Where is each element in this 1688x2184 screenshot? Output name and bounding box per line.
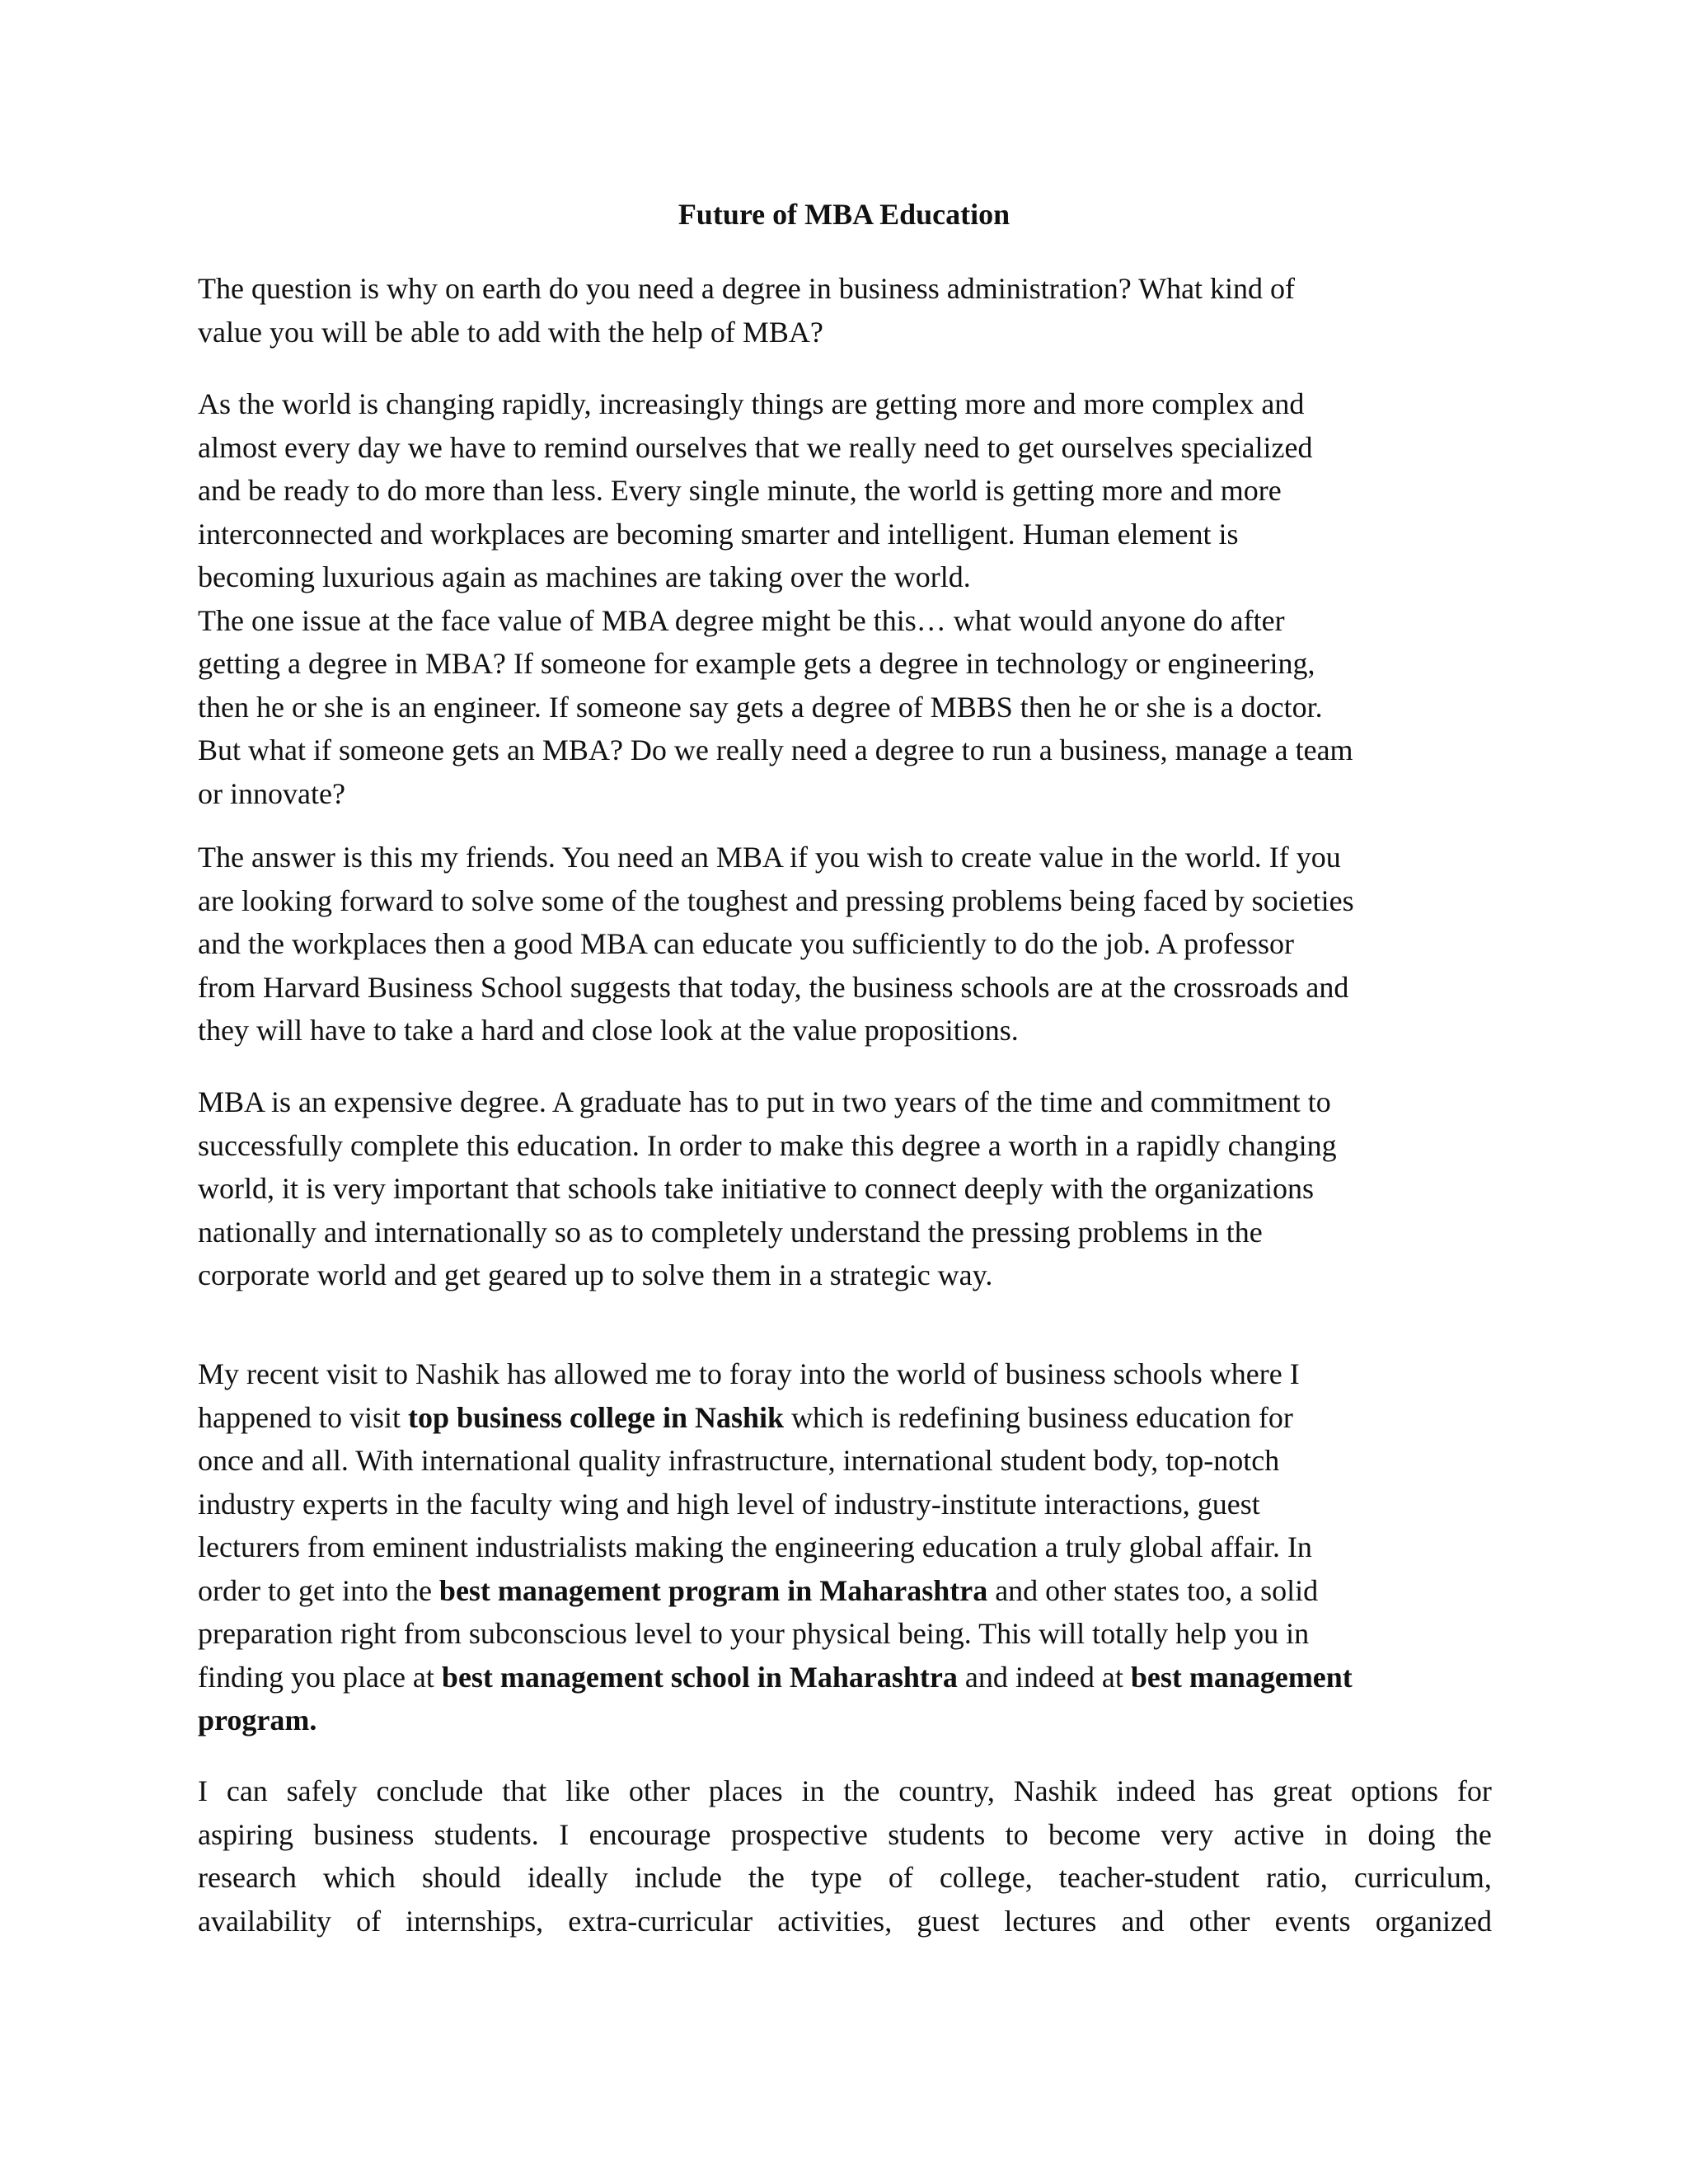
- text-line: The question is why on earth do you need a degree in business administration? What kind of: [198, 272, 1296, 305]
- paragraph-3: [198, 836, 1492, 1052]
- text-line: and the workplaces then a good MBA can educate you sufficiently to do the job. A professor: [198, 927, 1295, 960]
- text-line: My recent visit to Nashik has allowed me to foray into the world of business schools where I: [198, 1357, 1300, 1390]
- text-line: order to get into the best management program in Maharashtra and other states too, a solid: [198, 1573, 1319, 1607]
- text-line: industry experts in the faculty wing and high level of industry-institute interactions, guest: [198, 1487, 1260, 1521]
- text-line: are looking forward to solve some of the toughest and pressing problems being faced by societies: [198, 883, 1354, 917]
- text-line: world, it is very important that schools take initiative to connect deeply with the organizations: [198, 1172, 1315, 1205]
- text-line: from Harvard Business School suggests that today, the business schools are at the crossroads and: [198, 970, 1349, 1004]
- paragraph-5: [198, 1352, 1492, 1742]
- text-line: aspiring business students. I encourage prospective students to become very active in doing the: [198, 1817, 1492, 1851]
- text-line: preparation right from subconscious level to your physical being. This will totally help you in: [198, 1617, 1310, 1650]
- text-line: they will have to take a hard and close look at the value propositions.: [198, 1014, 1019, 1047]
- text-line: I can safely conclude that like other places in the country, Nashik indeed has great options for: [198, 1774, 1492, 1807]
- text-line: successfully complete this education. In order to make this degree a worth in a rapidly changing: [198, 1128, 1337, 1162]
- text-line: becoming luxurious again as machines are taking over the world.: [198, 560, 971, 593]
- text-line: once and all. With international quality infrastructure, international student body, top-notch: [198, 1444, 1280, 1477]
- text-line: lecturers from eminent industrialists making the engineering education a truly global affair. In: [198, 1530, 1312, 1563]
- text-line: or innovate?: [198, 776, 345, 810]
- text-line: The one issue at the face value of MBA degree might be this… what would anyone do after: [198, 603, 1285, 637]
- text-line: finding you place at best management school in Maharashtra and indeed at best management: [198, 1660, 1353, 1694]
- text-line: program.: [198, 1704, 317, 1736]
- paragraph-6: [198, 1769, 1492, 1943]
- text-line: The answer is this my friends. You need an MBA if you wish to create value in the world. If you: [198, 841, 1341, 874]
- text-line: and be ready to do more than less. Every single minute, the world is getting more and more: [198, 474, 1282, 507]
- paragraph-2: [198, 382, 1492, 815]
- text-line: getting a degree in MBA? If someone for example gets a degree in technology or engineering,: [198, 647, 1315, 680]
- text-line: then he or she is an engineer. If someone say gets a degree of MBBS then he or she is a doctor.: [198, 690, 1323, 724]
- text-line: happened to visit top business college in Nashik which is redefining business education for: [198, 1400, 1293, 1434]
- text-line: interconnected and workplaces are becoming smarter and intelligent. Human element is: [198, 517, 1239, 551]
- text-line: availability of internships, extra-curricular activities, guest lectures and other events organized: [198, 1904, 1492, 1938]
- text-line: almost every day we have to remind ourselves that we really need to get ourselves specialized: [198, 430, 1313, 464]
- text-line: nationally and internationally so as to completely understand the pressing problems in the: [198, 1215, 1263, 1249]
- text-line: As the world is changing rapidly, increasingly things are getting more and more complex and: [198, 387, 1305, 420]
- text-line: But what if someone gets an MBA? Do we really need a degree to run a business, manage a team: [198, 733, 1353, 766]
- text-line: value you will be able to add with the help of MBA?: [198, 315, 823, 349]
- text-line: research which should ideally include the type of college, teacher-student ratio, curriculum,: [198, 1861, 1492, 1894]
- paragraph-4: [198, 1080, 1492, 1297]
- paragraph-1: [198, 267, 1492, 354]
- text-line: MBA is an expensive degree. A graduate has to put in two years of the time and commitment to: [198, 1085, 1331, 1118]
- text-line: corporate world and get geared up to solve them in a strategic way.: [198, 1258, 993, 1291]
- document-title: Future of MBA Education: [678, 198, 1010, 231]
